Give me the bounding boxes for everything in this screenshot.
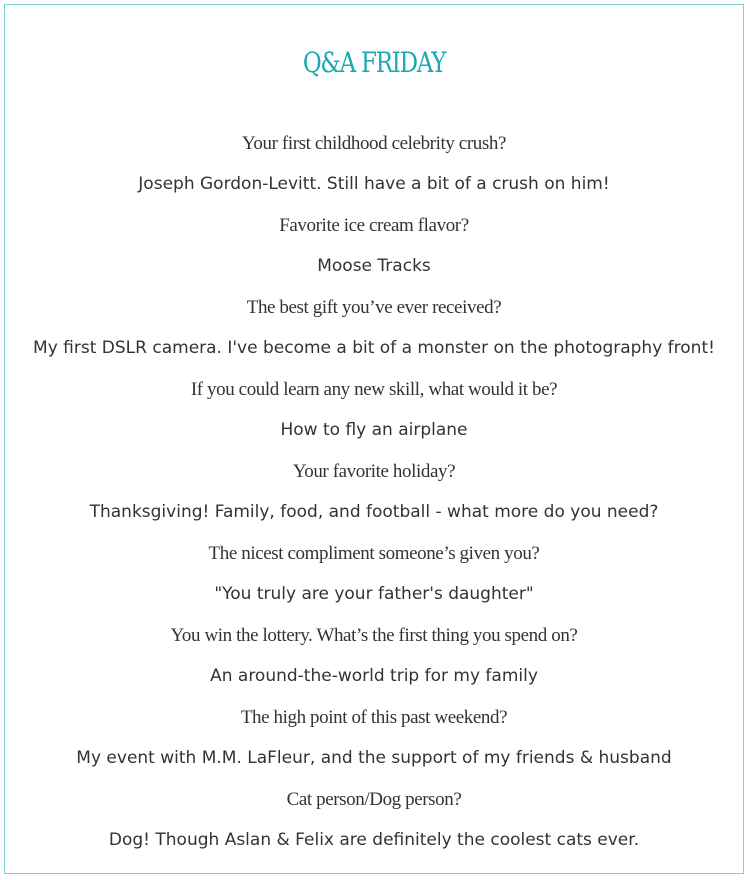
question: The nicest compliment someone’s given you? (208, 543, 540, 564)
answer: Thanksgiving! Family, food, and football - what more do you need? (89, 502, 659, 522)
answer: Dog! Though Aslan & Felix are definitely the coolest cats ever. (108, 830, 640, 850)
answer: Moose Tracks (317, 256, 431, 276)
qa-list (5, 123, 743, 861)
question: Your first childhood celebrity crush? (242, 133, 506, 154)
answer: An around-the-world trip for my family (210, 666, 538, 686)
qa-item (5, 451, 743, 533)
answer: My first DSLR camera. I've become a bit of a monster on the photography front! (33, 338, 715, 358)
qa-item (5, 369, 743, 451)
qa-item (5, 287, 743, 369)
qa-item (5, 697, 743, 779)
qa-item (5, 123, 743, 205)
answer: How to fly an airplane (280, 420, 468, 440)
qa-item (5, 205, 743, 287)
qa-card (4, 4, 744, 874)
qa-item (5, 615, 743, 697)
question: Cat person/Dog person? (286, 789, 462, 810)
question: Favorite ice cream flavor? (279, 215, 469, 236)
question: Your favorite holiday? (292, 461, 456, 482)
qa-item (5, 533, 743, 615)
question: If you could learn any new skill, what would it be? (190, 379, 558, 400)
answer: Joseph Gordon-Levitt. Still have a bit of a crush on him! (138, 174, 610, 194)
qa-item (5, 779, 743, 861)
answer: "You truly are your father's daughter" (214, 584, 534, 604)
page-title: Q&A FRIDAY (302, 46, 446, 79)
question: You win the lottery. What’s the first thing you spend on? (170, 625, 578, 646)
answer: My event with M.M. LaFleur, and the support of my friends & husband (76, 748, 672, 768)
question: The best gift you’ve ever received? (246, 297, 502, 318)
question: The high point of this past weekend? (240, 707, 508, 728)
